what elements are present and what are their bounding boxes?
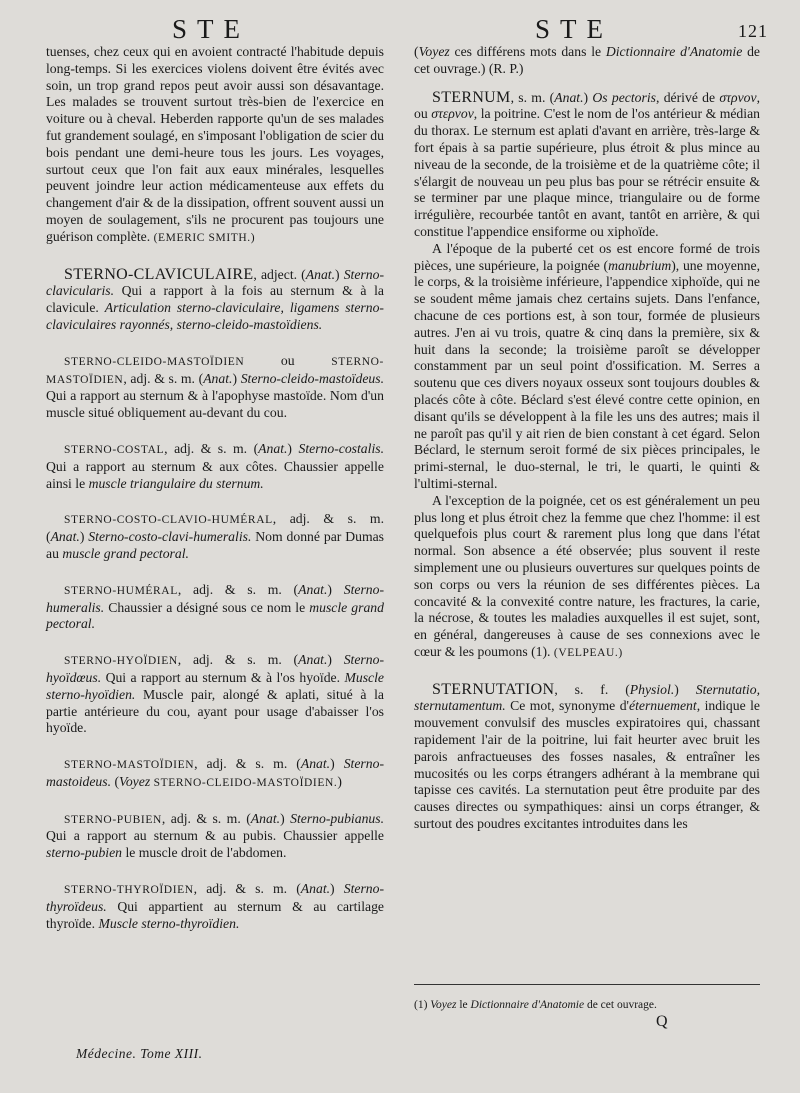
running-head-right: STE <box>535 14 614 44</box>
headword: STERNO-HYOÏDIEN <box>64 655 178 668</box>
entry-sterno-costo-clavio-humeral: STERNO-COSTO-CLAVIO-HUMÉRAL, adj. & s. m. (Anat.) Sterno-costo-clavi-humeralis. Nom donné par Dumas au muscle grand pectoral. <box>46 511 384 561</box>
cross-reference: STERNO-CLEIDO-MASTOÏDIEN. <box>153 776 338 789</box>
headword: STERNO-PUBIEN <box>64 813 162 826</box>
right-column <box>414 44 760 833</box>
headword: STERNO-COSTO-CLAVIO-HUMÉRAL <box>64 514 273 527</box>
footnote-rule <box>414 984 760 985</box>
entry-sternum: STERNUM, s. m. (Anat.) Os pectoris, dérivé de στρνον, ou στερνον, la poitrine. C'est le nom de l'os antérieur & médian du thorax. Le sternum est aplati d'avant en arrière, très-large & fort épais à sa partie supérieure, plus étroit & plus mince au niveau de la seconde, de la troisième et de la quatrième côte; il s'élargit de nouveau un peu plus bas pour se rétrécir ensuite & se terminer par une plaque mince, triangulaire ou de forme irrégulière, recourbée tantôt en avant, tantôt en arrière, & qui constitue l'appendice ensiforme ou xiphoïde. <box>414 88 761 239</box>
volume-signature: Médecine. Tome XIII. <box>76 1046 203 1061</box>
sternum-paragraph-3: A l'exception de la poignée, cet os est généralement un peu plus long et plus étroit chez la femme que chez l'homme: il est quelquefois plus court & rarement plus long que dans l'état normal. Son absence a été observée; plus souvent il reste simplement une ou plusieurs ouvertures sur quelques points de son corps ou vers la réunion de ses différentes pièces. La concavité & la convexité contre nature, les fractures, la carie, la nécrose, & toutes les maladies auxquelles il est sujet, sont, en général, dangereuses à cause de ses connexions avec le cœur & les poumons (1). (VELPEAU.) <box>414 492 760 659</box>
paragraph-continued: (Voyez ces différens mots dans le Dictionnaire d'Anatomie de cet ouvrage.) (R. P.) <box>414 44 761 76</box>
entry-sterno-humeral: STERNO-HUMÉRAL, adj. & s. m. (Anat.) Sterno-humeralis. Chaussier a désigné sous ce nom le muscle grand pectoral. <box>46 581 385 632</box>
entry-sterno-cleido-mastoidien: STERNO-CLEIDO-MASTOÏDIEN ou STERNO-MASTOÏDIEN, adj. & s. m. (Anat.) Sterno-cleido-mastoïdeus. Qui a rapport au sternum & à l'apophyse mastoïde. Nom d'un muscle situé obliquement au-devant du cou. <box>46 352 384 421</box>
running-head-left: STE <box>172 14 251 44</box>
headword: STERNO-HUMÉRAL <box>64 584 178 597</box>
entry-sterno-hyoidien: STERNO-HYOÏDIEN, adj. & s. m. (Anat.) Sterno-hyoïdœus. Qui a rapport au sternum & à l'os hyoïde. Muscle sterno-hyoïdien. Muscle pair, alongé & aplati, situé à la partie antérieure du cou, ayant pour usage d'abaisser l'os hyoïde. <box>46 652 384 736</box>
paragraph-continued: tuenses, chez ceux qui en avoient contracté l'habitude depuis long-temps. Si les exercices violens doivent être évités avec soin, un trop grand repos peut avoir aussi son désavantage. Les malades se trouvent surtout très-bien de l'exercice en voiture ou à cheval. Heberden rapporte qu'un de ses malades fut grandement soulagé, en s'imposant l'obligation de scier du bois pendant une demi-heure tous les jours. Les voyages, surtout ceux que l'on fait aux eaux minérales, lesquelles peuvent joindre leur action médicamenteuse aux effets du changement d'air & de la dissipation, offrent souvent aussi un moyen de soulagement, s'ils ne procurent pas toujours une guérison complète. (EMERIC SMITH.) <box>46 44 384 244</box>
headword: STERNUTATION <box>432 680 555 698</box>
entry-sterno-thyroidien: STERNO-THYROÏDIEN, adj. & s. m. (Anat.) Sterno-thyroïdeus. Qui appartient au sternum & au cartilage thyroïde. Muscle sterno-thyroïdien. <box>46 881 385 931</box>
page-number: 121 <box>738 21 768 41</box>
headword: STERNO-MASTOÏDIEN <box>64 759 195 772</box>
author-signature: (VELPEAU.) <box>553 646 623 659</box>
headword: STERNO-CLAVICULAIRE <box>64 265 254 283</box>
left-column <box>46 44 384 932</box>
footnote: (1) Voyez le Dictionnaire d'Anatomie de cet ouvrage. <box>414 999 657 1011</box>
headword: STERNUM <box>432 88 511 106</box>
signature-mark: Q <box>656 1013 668 1030</box>
entry-sterno-mastoidien: STERNO-MASTOÏDIEN, adj. & s. m. (Anat.) Sterno-mastoideus. (Voyez STERNO-CLEIDO-MASTOÏDIEN.) <box>46 756 384 789</box>
sternum-paragraph-2: A l'époque de la puberté cet os est encore formé de trois pièces, une supérieure, la poignée (manubrium), une moyenne, le corps, & la troisième inférieure, l'appendice xiphoïde, qui ne se soudent même jamais chez certains sujets. Dans l'enfance, chacune de ces portions est, à son tour, formée de plusieurs autres. J'en ai vu trois, quatre & cinq dans la première, six & huit dans la seconde; la troisième paroît se développer constamment par un seul point d'ossification. M. Serres a soutenu que ces divers noyaux osseux sont toujours doubles & placés côte à côte. Béclard s'est élevé contre cette opinion, en disant qu'ils se développent à la file les uns des autres; mais il ne paroît pas qu'il y ait rien de bien constant à cet égard. Selon Béclard, le sternum seroit formé de six pièces principales, le primi-sternal, le duo-sternal, le tri, le quarti, le quinti & l'ultimi-sternal. <box>414 240 761 491</box>
entry-sterno-costal: STERNO-COSTAL, adj. & s. m. (Anat.) Sterno-costalis. Qui a rapport au sternum & aux côtes. Chaussier appelle ainsi le muscle triangulaire du sternum. <box>46 440 385 491</box>
author-signature: (EMERIC SMITH.) <box>153 231 256 244</box>
headword: STERNO-THYROÏDIEN <box>64 884 194 897</box>
headword: STERNO-COSTAL <box>64 443 165 456</box>
headword: STERNO-CLEIDO-MASTOÏDIEN <box>64 355 245 368</box>
entry-sternutation: STERNUTATION, s. f. (Physiol.) Sternutatio, sternutamentum. Ce mot, synonyme d'éternuement, indique le mouvement convulsif des muscles expiratoires qui, chassant rapidement l'air de la poitrine, lui fait heurter avec bruit les parois anfractueuses des fosses nasales, & entraîner les mucosités ou les corps étrangers adhérant à la membrane qui tapisse ces cavités. La sternutation peut être produite par des causes directes ou sympathiques: ainsi un corps étranger, & surtout des poudres excitantes introduites dans les <box>414 680 760 832</box>
entry-sterno-claviculaire: STERNO-CLAVICULAIRE, adject. (Anat.) Sterno-clavicularis. Qui a rapport à la fois au sternum & à la clavicule. Articulation sterno-claviculaire, ligamens sterno-claviculaires rayonnés, sterno-cleido-mastoïdiens. <box>46 265 384 332</box>
entry-sterno-pubien: STERNO-PUBIEN, adj. & s. m. (Anat.) Sterno-pubianus. Qui a rapport au sternum & au pubis. Chaussier appelle sterno-pubien le muscle droit de l'abdomen. <box>46 810 385 861</box>
